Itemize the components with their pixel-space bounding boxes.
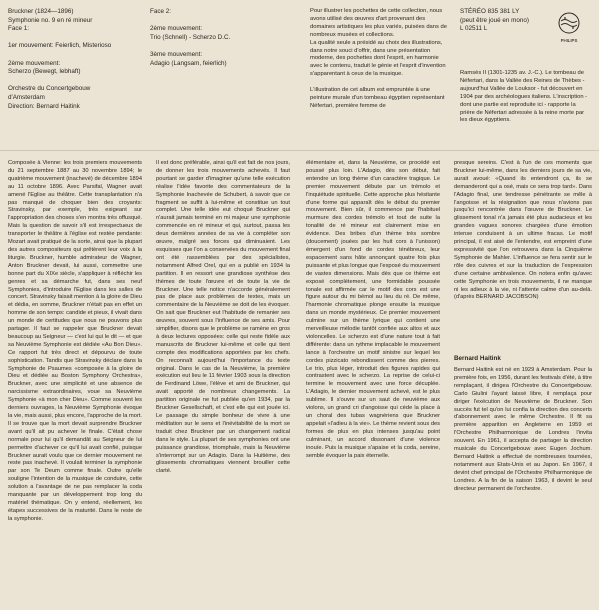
liner-notes-col-3: élémentaire et, dans la Neuvième, ce procédé est poussé plus loin. L'Adagio, dès son début, fait entendre un long thème d'un caractère tragique. Le premier mouvement débute par un trémolo et l'inquiétude spirituelle. Cette approche plus hésitante d'une forme qui apparaît dès le début du premier mouvement. Bien sûr, il commence par l'habituel murmure des cordes trémolo et tout de suite la tonalité de ré mineur est clairement mise en évidence. Des bribes d'un thème très sombre (doucement) jouées par les huit cors à l'unisson) émergent d'un fond de cordes ténébreux, leur espacement sans hâte annonçant quatre fois plus puissante et plus longue que l'exposé du mouvement de vastes dimensions. Mais dès que ce thème est exposé complètement, une formidable poussée tonale est affirmée car le motif des cors est une figure autour du mi bémol au lieu du ré. De même, l'harmonie chromatique plonge ensuite la musique dans un monde mystérieux. Ce premier mouvement culmine sur un thème lyrique qui contient une merveilleuse mélodie tantôt confiée aux altos et aux violoncelles. Le scherzo est d'une nature tout à fait différente: dans un rythme implacable le mouvement lance à l'orchestre un motif sinistre sur lequel les cordes pizzicato rebondissent comme des pierres. Le trio, plus léger, introduit des figures rapides qui contrastent avec le scherzo. La reprise de celui-ci termine le mouvement avec une force décuplée. L'Adagio, le dernier mouvement achevé, est le plus sublime. Il s'ouvre sur un saut de neuvième aux violons, un grand cri d'angoisse qui cède la place à un choral des tubas wagnériens que Bruckner appelait «l'adieu à la vie». Le thème revient sous des formes de plus en plus intenses jusqu'au point culminant, un accord dissonant d'une violence inouïe. Puis la musique s'apaise et la coda, sereine, semble évoquer la paix éternelle. <box>306 160 440 459</box>
catalog-number: STÉRÉO 835 381 LY (peut être joué en mono) L 02511 L <box>460 8 529 33</box>
section-divider <box>0 150 599 151</box>
liner-notes-col-1: Composée à Vienne: les trois premiers mouvements du 21 septembre 1887 au 30 novembre 1894; le quatrième mouvement (inachevé) de décembre 1894 au 11 octobre 1896. Avec Parsifal, Wagner avait amené l'Eglise au théâtre. Cette transplantation n'a pas manqué de choquer bien des croyants: Stravinsky, par exemple, très exigeant sur l'appropriation des choses s'en montra très offusqué. Mais la question de savoir s'il est irrespectueux de transporter le théâtre à l'église est restée pendante: Mozart avait pratiqué de la sorte, ainsi que la plupart des autres compositeurs qui prêtèrent leur voix à la liturgie. Bruckner, humble admirateur de Wagner, Anton Bruckner devait, lui aussi, commettre une bonne part du XIXe siècle, s'appliquer à réfléchir les genres et sa démarche fut, dans ses neuf Symphonies, d'introduire l'Eglise dans les salles de concert. Stravinsky faisait mention à la gloire de Dieu et dédia, en somme, Bruckner n'était pas en effet un homme de son temps: candide et pieux, il vivait dans un monde de certitudes que nous ne pouvons plus partager. Il faut se rappeler que Bruckner devait beaucoup au Seigneur — c'est lui qui le dit — et que sa Neuvième Symphonie est dédiée «Au Bon Dieu». Ce rapport fut très direct et dépourvu de toute sophistication. Tandis que Stravinsky déclare dans la Symphonie de Psaumes «composée à la gloire de Dieu et dédiée au Boston Symphony Orchestra», Bruckner, avec une simplicité et une absence de narcissisme extraordinaires, voue sa Neuvième Symphonie «à mon cher Dieu». Comme souvent les derniers ouvrages, la Neuvième Symphonie évoque la vie, mais aussi, plus encore, l'approche de la mort. Il se trouve que la mort devait surprendre Bruckner avant qu'il ait pu achever le finale. C'était chose normale pour lui qu'il demandât au Seigneur de lui permettre d'achever ce qu'il lui avait confié, puisque Bruckner aurait voulu que ce dernier mouvement ne reste pas inachevé. Il voulait terminer la symphonie par son Te Deum comme finale. Outre qu'elle souligne l'intention de la musique de conduire, cette solution a l'avantage de ne pas remplacer la coda manquante par un développement trop long du matériel thématique. On y entend, réellement, les étapes successives de la maturité. Dans le reste de la symphonie. <box>8 160 142 522</box>
illustration-caption: Ramsès II (1301-1235 av. J.-C.). Le tombeau de Néfertari, dans la Vallée des Reines de Thèbes - aujourd'hui Vallée de Louksor - fut découvert en 1904 par des archéologues italiens. L'inscription - dont une partie est reproduite ici - rapporte la prière de Néfertari adressée à la reine morte par les dieux égyptiens. <box>460 70 588 124</box>
illustration-note: Pour illustrer les pochettes de cette collection, nous avons utilisé des œuvres d'art provenant des domaines artistiques les plus variés, puisées dans de nombreux musées et collections. La qualité seule a présidé au choix des illustrations, dans notre souci d'offrir, dans une présentation moderne, des pochettes dont l'esprit, en harmonie avec le contenu, traduit le génie et l'esprit d'invention s'apparentant à ceux de la musique. L'illustration de cet album est empruntée à une peinture murale d'un tombeau égyptien représentant Néfertari, première femme de <box>310 8 447 109</box>
track-list-face-1: Bruckner (1824—1896) Symphonie no. 9 en ré mineur Face 1: 1er mouvement: Feierlich, Misterioso 2ème mouvement: Scherzo (Bewegt, lebhaft) Orchestre du Concertgebouw d'Amsterdam Direction: Bernard Haitink <box>8 8 112 110</box>
liner-notes-col-2: Il est donc préférable, ainsi qu'il est fait de nos jours, de donner les trois mouvements achevés. Il faut pourtant se garder d'imaginer qu'une telle exécution réalise l'idée favorite des commentateurs de la Symphonie Inachevée de Schubert, à savoir que ce fragment se suffit à lui-même et constitue un tout complet. Une telle idée eut choqué Bruckner qui n'aurait jamais terminé en mi majeur une symphonie commencée en ré mineur et qui, surtout, passa les deux dernières années de sa vie à compléter son œuvre, malgré ses forces qui diminuaient. Les esquisses que l'on a conservées du mouvement final ont été rassemblées par des spécialistes, notamment Alfred Orel, qui en a publié en 1934 la partition. Il en ressort une grandiose synthèse des thèmes de toute l'œuvre et de toute la vie de Bruckner. Une telle notice n'accorde généralement pas de place aux problèmes de textes, mais un commentaire de la Neuvième se doit de les évoquer. On sait que Bruckner eut l'habitude de remanier ses œuvres, souvent sous l'influence de ses amis. Pour simplifier, disons que le problème se ramène en gros à deux lectures opposées: celle qui reste fidèle aux manuscrits de Bruckner lui-même et celle qui tient compte des modifications apportées par les chefs. On reconnaît aujourd'hui l'importance du texte original. Dans le cas de la Neuvième, la première exécution eut lieu le 11 février 1903 sous la direction de Ferdinand Löwe, l'élève et ami de Bruckner, qui avait apporté de nombreux changements. La partition originale ne fut publiée qu'en 1934, par la Bruckner Gesellschaft, et c'est elle qui est jouée ici. Le passage du simple bonheur de vivre à une méditation sur le sens et l'inévitabilité de la mort se traduit chez Bruckner par un changement radical dans le style. La plupart de ses symphonies ont une puissance grandiose, triomphale, mais la Neuvième s'interrompt sur un Adagio. Dans la Huitième, des glissements chromatiques viennent brouiller cette clarté. <box>156 160 290 475</box>
liner-notes-col-4: presque sereins. C'est à l'un de ces moments que Bruckner lui-même, dans les derniers jours de sa vie, aurait avoué: «Quand ils entendront ça, ils se demanderont qui a osé, mais ce sera trop tard». Dans l'Adagio final, une tendresse pénétrante se mêle à l'angoisse et la résignation que nous n'avions pas jusqu'ici rencontrée dans l'œuvre de Bruckner. Le glissement tonal n'a jamais été plus audacieux et les grandes vagues sonores chargées d'une émotion intense conduisent à un ultime fracas. Le motif principal, il est aisé de l'entendre, est empreint d'une expressivité que l'on retrouvera dans la Cinquième Symphonie de Mahler. L'influence se fera sentir sur le rôle des cuivres et sur la traduction de l'expression d'une certaine ambivalence. On notera enfin qu'avec cette Symphonie en trois mouvements, il ne manque ni les adieux à la vie, ni l'attente calme d'un au-delà. (d'après BERNARD JACOBSON) <box>454 160 592 301</box>
conductor-heading: Bernard Haitink <box>454 355 501 362</box>
logo-text: PHILIPS <box>560 38 578 43</box>
conductor-biography: Bernard Haitink est né en 1929 à Amsterdam. Pour la première fois, en 1956, durant les festivals d'été, à titre remplaçant, il dirigea l'Orchestre du Concertgebouw. Carlo Giulini l'ayant laissé libre, il remplaça pour diriger l'exécution de Neuvième de Bruckner. Son succès fut tel qu'on lui confia la direction des concerts d'abonnement avec le même Orchestre. Il fit sa première apparition en Angleterre en 1959 et l'Orchestre Philharmonique de Londres l'invita souvent. En 1961, il accepta de partager la direction musicale du Concertgebouw avec Eugen Jochum. Bernard Haitink a effectué de nombreuses tournées, notamment aux Etats-Unis et au Japon. En 1967, il devint chef principal de l'Orchestre Philharmonique de Londres. A la fin de la saison 1963, il devint le seul directeur permanent de l'orchestre. <box>454 367 592 492</box>
track-list-face-2: Face 2: 2ème mouvement: Trio (Schnell) - Scherzo D.C. 3ème mouvement: Adagio (Langsam, feierlich) <box>150 8 231 67</box>
philips-logo <box>556 10 582 50</box>
